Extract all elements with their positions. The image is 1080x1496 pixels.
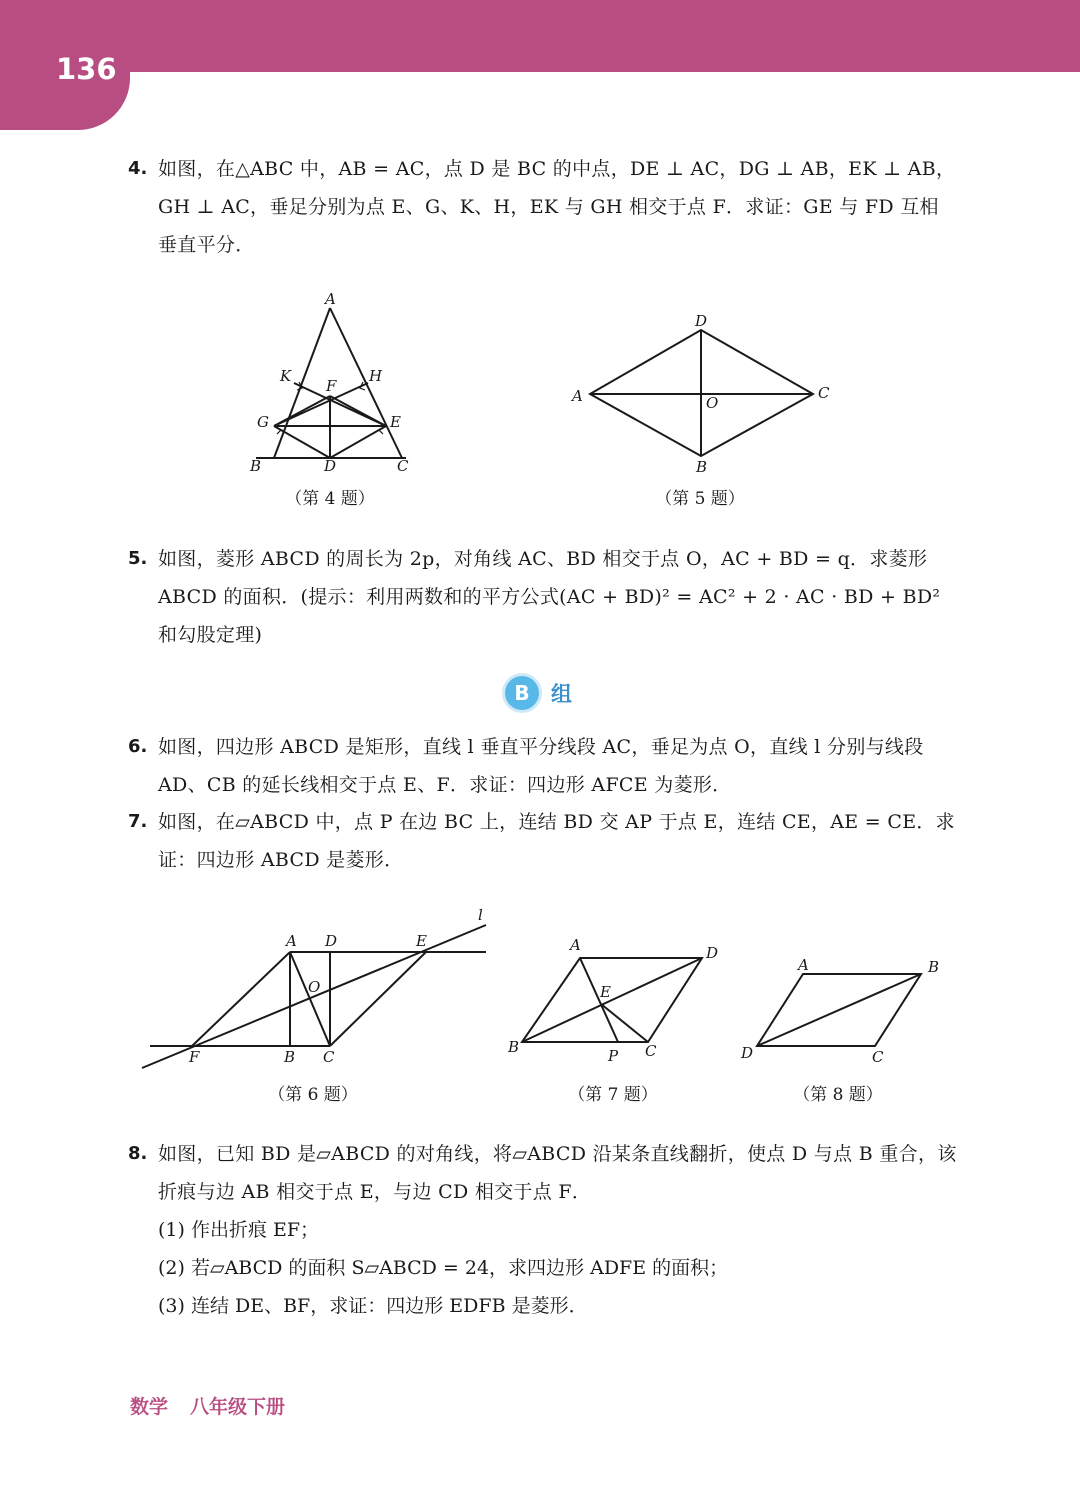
figure-7-caption: （第 7 题） bbox=[568, 1085, 658, 1105]
problem-8-part-3: (3) 连结 DE、BF，求证：四边形 EDFB 是菱形． bbox=[158, 1295, 588, 1317]
segment-EC bbox=[601, 1004, 648, 1042]
label-B: B bbox=[508, 1038, 520, 1056]
figure-8 bbox=[735, 950, 955, 1070]
label-C: C bbox=[397, 457, 409, 475]
right-angle-mark bbox=[379, 427, 385, 434]
right-angle-mark bbox=[275, 427, 281, 434]
page-number: 136 bbox=[56, 52, 117, 86]
label-E: E bbox=[600, 983, 611, 1001]
problem-8-part-2: (2) 若▱ABCD 的面积 S▱ABCD = 24，求四边形 ADFE 的面积； bbox=[158, 1257, 729, 1279]
label-D: D bbox=[741, 1044, 754, 1062]
group-label: 组 bbox=[551, 682, 572, 706]
problem-8 bbox=[128, 1135, 958, 1211]
label-F: F bbox=[326, 377, 337, 395]
problem-text: 如图，在▱ABCD 中，点 P 在边 BC 上，连结 BD 交 AP 于点 E，连结 CE，AE = CE．求证：四边形 ABCD 是菱形． bbox=[158, 811, 955, 871]
label-F: F bbox=[189, 1048, 200, 1066]
segment-KE bbox=[294, 383, 386, 426]
label-D: D bbox=[706, 944, 719, 962]
problem-text: 如图，四边形 ABCD 是矩形，直线 l 垂直平分线段 AC，垂足为点 O，直线 l 分别与线段 AD、CB 的延长线相交于点 E、F．求证：四边形 AFCE 为菱形． bbox=[158, 736, 924, 796]
group-b-header bbox=[505, 676, 572, 710]
label-C: C bbox=[872, 1048, 884, 1066]
problem-6 bbox=[128, 728, 958, 804]
figure-6 bbox=[140, 900, 500, 1075]
label-H: H bbox=[369, 367, 383, 385]
label-C: C bbox=[323, 1048, 335, 1066]
segment-CE bbox=[330, 952, 426, 1046]
label-A: A bbox=[798, 956, 809, 974]
label-D: D bbox=[324, 457, 337, 475]
label-A: A bbox=[572, 387, 583, 405]
label-O: O bbox=[308, 978, 321, 996]
segment-ED bbox=[330, 426, 386, 458]
figure-8-caption: （第 8 题） bbox=[793, 1085, 883, 1105]
problem-text: 如图，已知 BD 是▱ABCD 的对角线，将▱ABCD 沿某条直线翻折，使点 D 与点 B 重合，该折痕与边 AB 相交于点 E，与边 CD 相交于点 F． bbox=[158, 1143, 957, 1203]
label-G: G bbox=[257, 413, 269, 431]
segment-FA bbox=[192, 952, 290, 1046]
problem-number: 8. bbox=[128, 1143, 148, 1164]
segment-HG bbox=[274, 383, 368, 426]
problem-4 bbox=[128, 150, 958, 264]
diagonal-BD bbox=[757, 974, 921, 1046]
problem-number: 5. bbox=[128, 548, 148, 569]
figure-7 bbox=[500, 930, 730, 1070]
figure-5-caption: （第 5 题） bbox=[655, 489, 745, 509]
label-B: B bbox=[250, 457, 262, 475]
problem-number: 7. bbox=[128, 811, 148, 832]
footer-grade: 八年级下册 bbox=[190, 1396, 286, 1418]
problem-number: 4. bbox=[128, 158, 148, 179]
label-C: C bbox=[645, 1042, 657, 1060]
label-A: A bbox=[286, 932, 297, 950]
header-band bbox=[0, 0, 1080, 72]
label-E: E bbox=[390, 413, 401, 431]
label-B: B bbox=[696, 458, 708, 476]
figure-4 bbox=[246, 288, 426, 483]
label-O: O bbox=[706, 394, 719, 412]
footer bbox=[130, 1392, 285, 1419]
label-A: A bbox=[570, 936, 581, 954]
label-D: D bbox=[695, 312, 708, 330]
problem-number: 6. bbox=[128, 736, 148, 757]
problem-8-part-1: (1) 作出折痕 EF； bbox=[158, 1219, 320, 1241]
group-badge: B bbox=[505, 676, 539, 710]
problem-text: 如图，在△ABC 中，AB = AC，点 D 是 BC 的中点，DE ⊥ AC，DG ⊥ AB，EK ⊥ AB，GH ⊥ AC，垂足分别为点 E、G、K、H，EK 与 GH 相交于点 F．求证：GE 与 FD 互相垂直平分． bbox=[158, 158, 956, 256]
label-K: K bbox=[280, 367, 292, 385]
label-D: D bbox=[325, 932, 338, 950]
label-B: B bbox=[928, 958, 940, 976]
figure-5 bbox=[568, 310, 838, 480]
label-P: P bbox=[608, 1047, 619, 1065]
label-l: l bbox=[478, 906, 483, 924]
problem-5 bbox=[128, 540, 958, 654]
figure-4-caption: （第 4 题） bbox=[285, 489, 375, 509]
label-B: B bbox=[284, 1048, 296, 1066]
label-C: C bbox=[818, 384, 830, 402]
label-E: E bbox=[416, 932, 427, 950]
footer-subject: 数学 bbox=[130, 1396, 169, 1418]
label-A: A bbox=[325, 290, 336, 308]
segment-AC bbox=[290, 952, 330, 1046]
problem-7 bbox=[128, 803, 958, 879]
figure-6-caption: （第 6 题） bbox=[268, 1085, 358, 1105]
problem-text: 如图，菱形 ABCD 的周长为 2p，对角线 AC、BD 相交于点 O，AC + BD = q．求菱形 ABCD 的面积．(提示：利用两数和的平方公式(AC + BD)² = AC² + 2 · AC · BD + BD² 和勾股定理) bbox=[158, 548, 941, 646]
segment-GD bbox=[274, 426, 330, 458]
